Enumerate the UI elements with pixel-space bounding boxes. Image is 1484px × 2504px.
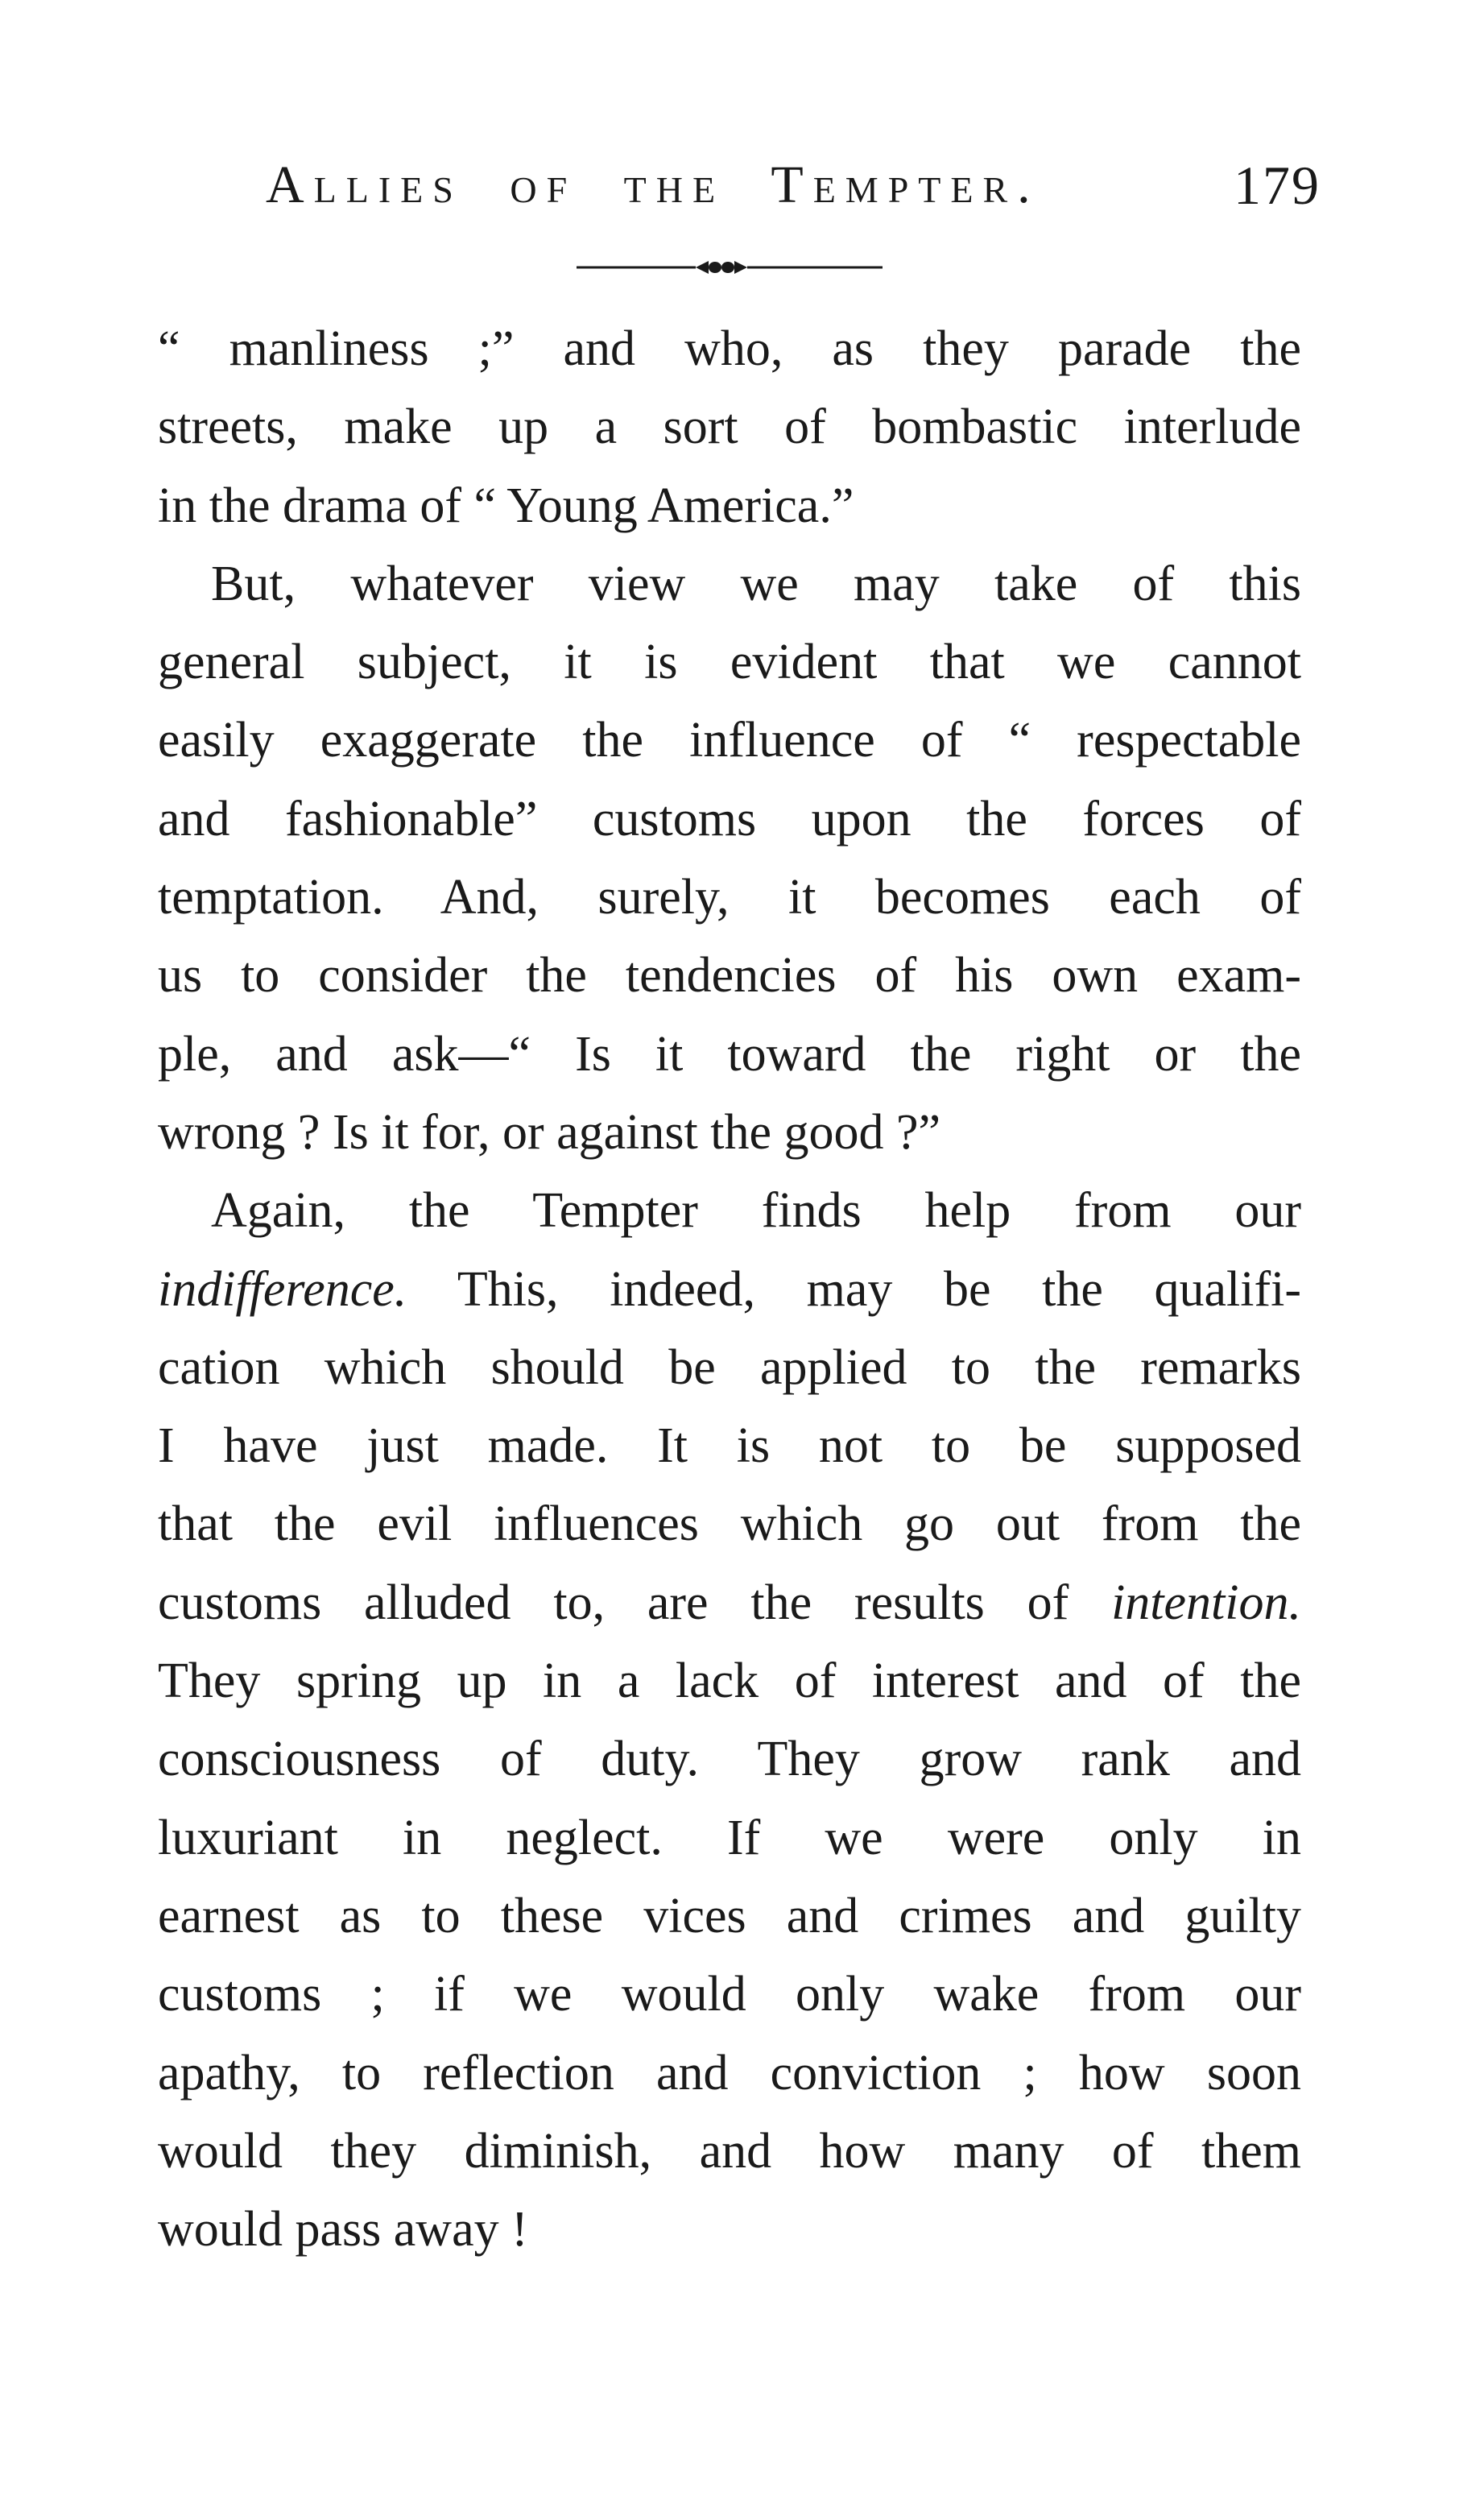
- text-span: customs alluded to, are the results of: [158, 1575, 1112, 1630]
- text-line: ple, and ask—“ Is it toward the right or the: [158, 1026, 1301, 1082]
- text-line: temptation. And, surely, it becomes each of: [158, 870, 1301, 925]
- text-line: general subject, it is evident that we cannot: [158, 635, 1301, 690]
- text-line: But, whatever view we may take of this: [211, 556, 1301, 611]
- header-rule-ornament: [577, 258, 883, 277]
- running-head: Allies of the Tempter.: [266, 155, 1040, 214]
- text-line: streets, make up a sort of bombastic interlude: [158, 399, 1301, 455]
- text-line: earnest as to these vices and crimes and guilty: [158, 1888, 1301, 1943]
- page-number: 179: [1234, 154, 1321, 216]
- text-line: that the evil influences which go out from the: [158, 1496, 1301, 1552]
- text-line: would they diminish, and how many of them: [158, 2123, 1301, 2179]
- text-line: I have just made. It is not to be supposed: [158, 1418, 1301, 1474]
- text-line: easily exaggerate the influence of “ respectable: [158, 713, 1301, 768]
- text-line: consciousness of duty. They grow rank and: [158, 1732, 1301, 1787]
- italic-emphasis: indifference.: [158, 1261, 407, 1317]
- text-span: This, indeed, may be the qualifi-: [407, 1261, 1301, 1317]
- text-line: apathy, to reflection and conviction ; how soon: [158, 2045, 1301, 2100]
- text-line: would pass away !: [158, 2202, 528, 2258]
- text-line: wrong ? Is it for, or against the good ?”: [158, 1104, 941, 1160]
- text-line: luxuriant in neglect. If we were only in: [158, 1810, 1301, 1865]
- text-line: us to consider the tendencies of his own exam-: [158, 948, 1301, 1004]
- page-header: [266, 141, 1321, 230]
- text-line: [158, 1251, 1301, 1329]
- body-text: [158, 310, 1301, 2269]
- text-line: Again, the Tempter finds help from our: [211, 1183, 1301, 1239]
- text-line: cation which should be applied to the remarks: [158, 1339, 1301, 1395]
- text-line: customs ; if we would only wake from our: [158, 1967, 1301, 2022]
- text-line: They spring up in a lack of interest and of the: [158, 1653, 1301, 1709]
- italic-emphasis: intention.: [1111, 1575, 1301, 1630]
- text-line: in the drama of “ Young America.”: [158, 478, 854, 533]
- text-line: “ manliness ;” and who, as they parade the: [158, 321, 1301, 376]
- text-line: and fashionable” customs upon the forces of: [158, 791, 1301, 846]
- text-line: [158, 1564, 1301, 1642]
